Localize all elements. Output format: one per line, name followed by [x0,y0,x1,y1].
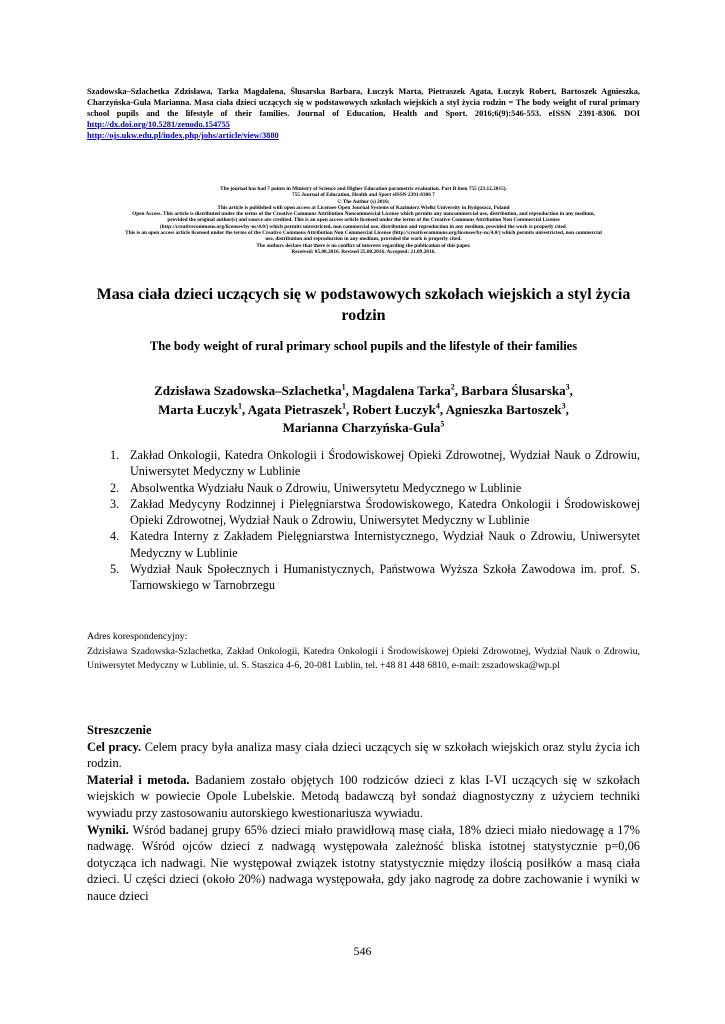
affiliation-list [110,447,640,594]
author-list: Zdzisława Szadowska–Szlachetka$^1$, Magdalena Tarka$^2$, Barbara Ślusarska$^3$, Marta Łuczyk$^1$, Agata Pietraszek$^1$, Robert Łuczyk$^4$, Agnieszka Bartoszek$^3$, Marianna Charzyńska-Gula$^5$ [154,382,573,435]
author-name: Magdalena Tarka [352,383,451,398]
citation-block [87,86,640,141]
affiliation-item [110,528,640,561]
notice-line: © The Author (s) 2016; [337,198,390,205]
author-sup: 4 [435,401,440,411]
affiliation-text: Katedra Interny z Zakładem Pielęgniarstwa Internistycznego, Wydział Nauk o Zdrowiu, Uniwersytet Medyczny w Lublinie [130,529,640,560]
abstract-section [87,722,640,905]
affiliation-number: 5. [110,562,120,577]
affiliation-number: 2. [110,480,120,495]
author-name: Agata Pietraszek [247,401,342,417]
author-name: Robert Łuczyk [352,401,436,417]
affiliation-number: 3. [110,496,120,511]
affiliation-number: 1. [110,448,120,462]
abstract-results [87,822,640,905]
notice-line: 755 Journal of Education, Health and Sport eISSN 2391-8306 7 [292,192,435,199]
notice-line: provided the original author(s) and source are credited. This is an open access article licensed under the terms of the Creative Commons Attribution Non Commercial License [167,217,560,224]
page-number: 546 [353,944,372,958]
doi-link[interactable]: http://dx.doi.org/10.5281/zenodo.154755 [87,120,230,129]
notice-line: This is an open access article licensed under the terms of the Creative Commons Attribution Non Commercial License (http://creativecommons.org/licenses/by-nc/4.0/) which permits unrestricted, non commercial [125,230,602,237]
affiliation-item [110,561,640,594]
aim-text: Celem pracy była analiza masy ciała dzieci uczących się w szkołach wiejskich oraz stylu życia ich rodzin. [87,739,640,771]
author-sup: 5 [440,419,445,429]
correspondence-label: Adres korespondencyjny: [87,631,188,642]
affiliation-text: Absolwentka Wydziału Nauk o Zdrowiu, Uniwersytetu Medycznego w Lublinie [130,480,522,495]
citation-text: Szadowska–Szlachetka Zdzisława, Tarka Magdalena, Ślusarska Barbara, Łuczyk Marta, Pietraszek Agata, Łuczyk Robert, Bartoszek Agnieszka, Charzyńska-Gula Marianna. Masa ciała dzieci uczących się w podstawowych szkołach wiejskich a styl życia rodzin = The body weight of rural primary school pupils and the lifestyle of their families. Journal of Education, Health and Sport. 2016;6(9):546-553. eISSN 2391-8306. DOI [87,87,640,118]
notice-line: use, distribution and reproduction in any medium, provided the work is properly cited. [265,236,462,243]
journal-link[interactable]: http://ojs.ukw.edu.pl/index.php/johs/article/view/3880 [87,131,279,140]
abstract-aim [87,739,640,772]
author-name: Agnieszka Bartoszek [445,401,562,417]
notice-line: The journal has had 7 points in Ministry of Science and Higher Education parametric evaluation. Part B item 755 (23.12.2015). [220,186,507,192]
notice-line: This article is published with open access at Licensee Open Journal Systems of Kazimierz Wielki University in Bydgoszcz, Poland [217,204,510,211]
author-name: Zdzisława Szadowska–Szlachetka [154,383,342,398]
affiliation-number: 4. [110,529,120,544]
notice-line: (http://creativecommons.org/licenses/by-nc/4.0/) which permits unrestricted, non commercial use, distribution and reproduction in any medium, provided the work is properly cited. [159,223,568,230]
author-sup: 1 [341,382,346,392]
correspondence-text: Zdzisława Szadowska-Szlachetka, Zakład Onkologii, Katedra Onkologii i Środowiskowej Opieki Zdrowotnej, Wydział Nauk o Zdrowiu, Uniwersytet Medyczny w Lublinie, ul. S. Staszica 4-6, 20-081 Lublin, tel. +48 81 448 6810, e-mail: zszadowska@wp.pl [87,645,640,671]
license-notice [87,186,640,255]
notice-line: Open Access. This article is distributed under the terms of the Creative Commons Attribution Noncommercial License which permits any noncommercial use, distribution, and reproduction in any medium, [132,211,595,218]
results-label: Wyniki. [87,822,129,837]
author-name: Marta Łuczyk [158,401,238,417]
author-sup: 1 [237,401,242,411]
affiliation-text: Wydział Nauk Społecznych i Humanistycznych, Państwowa Wyższa Szkoła Zawodowa im. prof. S. Tarnowskiego w Tarnobrzegu [130,562,640,593]
aim-label: Cel pracy. [87,739,142,754]
correspondence-block [87,630,640,674]
method-label: Materiał i metoda. [87,772,190,787]
affiliation-text: Zakład Onkologii, Katedra Onkologii i Środowiskowej Opieki Zdrowotnej, Wydział Nauk o Zdrowiu, Uniwersytet Medyczny w Lublinie [130,448,640,479]
abstract-method [87,772,640,822]
results-text: Wśród badanej grupy 65% dzieci miało prawidłową masę ciała, 18% dzieci miało niedowagę a 17% nadwagę. Wśród ojców dzieci z nadwagą występowała zależność bliska istotnej statystycznie p=0,06 dotycząca ich nadwagi. Nie występował związek istotny statystycznie między ilością posiłków a masą ciała dzieci. U części dzieci (około 20%) nadwaga występowała, gdy jako nagrodę za dobre zachowanie i wyniki w nauce dzieci [87,822,640,903]
method-text: Badaniem zostało objętych 100 rodziców dzieci z klas I-VI uczących się w szkołach wiejskich w powiecie Opole Lubelskie. Metodą badawczą był sondaż diagnostyczny z użyciem techniki wywiadu przy zastosowaniu autorskiego kwestionariusza wywiadu. [87,772,641,820]
abstract-heading: Streszczenie [87,723,152,737]
author-sup: 3 [565,382,570,392]
author-name: Barbara Ślusarska [461,383,566,398]
notice-line: The authors declare that there is no conflict of interests regarding the publication of this paper. [256,242,471,249]
affiliation-text: Zakład Medycyny Rodzinnej i Pielęgniarstwa Środowiskowego, Katedra Onkologii i Środowiskowej Opieki Zdrowotnej, Wydział Nauk o Zdrowiu, Uniwersytet Medyczny w Lublinie [130,496,640,528]
author-sup: 3 [561,401,566,411]
author-name: Marianna Charzyńska-Gula [282,420,441,435]
notice-line: Received: 05.08.2016. Revised 25.08.2016. Accepted: 21.09.2016. [291,248,436,255]
affiliation-item [110,447,640,480]
affiliation-item [110,480,640,496]
affiliation-item [110,496,640,529]
title-english: The body weight of rural primary school pupils and the lifestyle of their families [149,339,578,353]
author-sup: 1 [341,401,346,411]
author-sup: 2 [450,382,455,392]
title-polish: Masa ciała dzieci uczących się w podstawowych szkołach wiejskich a styl życia rodzin [96,286,631,324]
